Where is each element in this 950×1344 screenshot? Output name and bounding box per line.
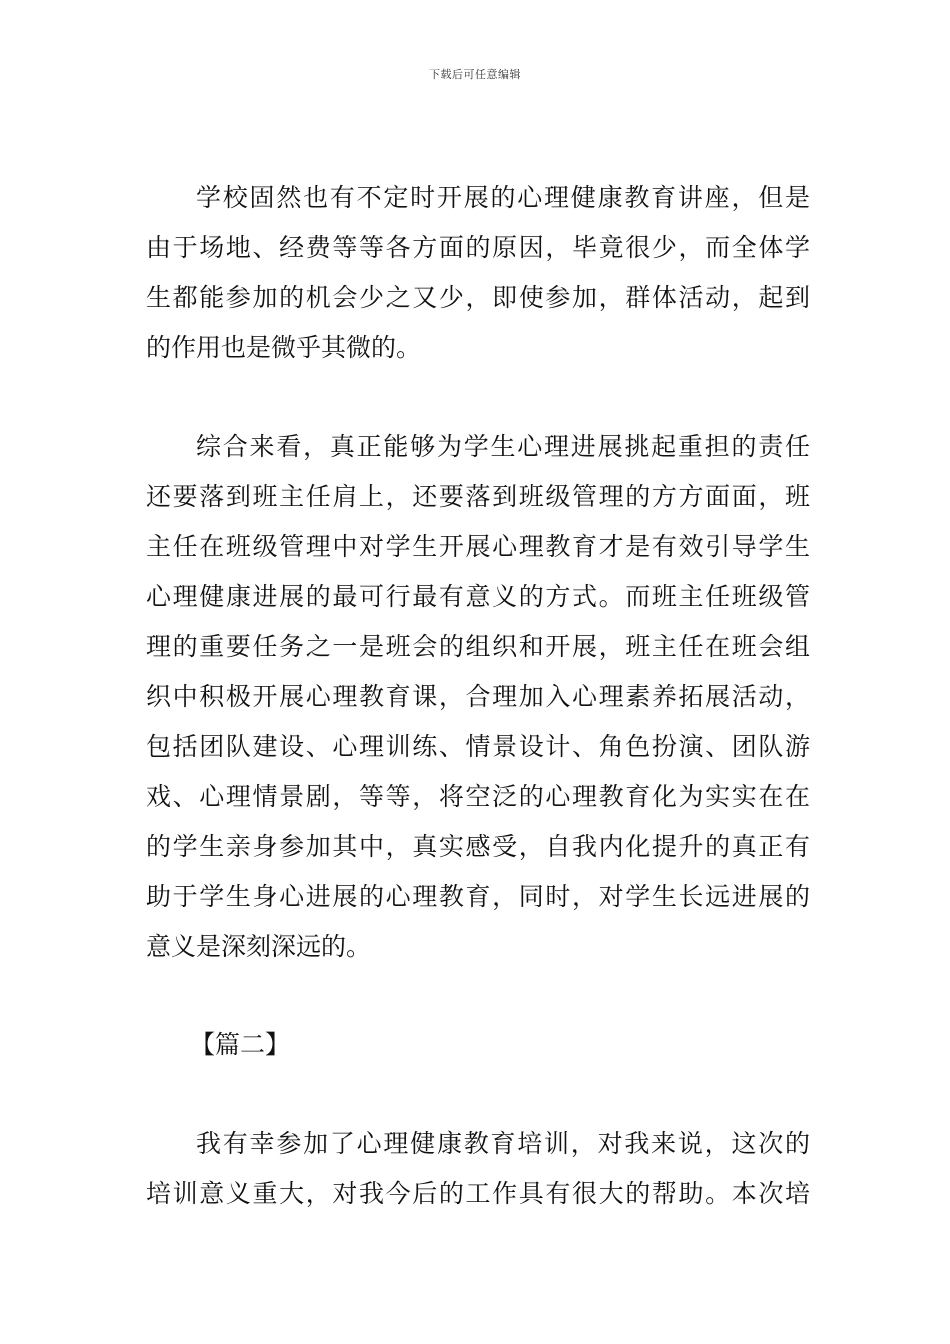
text-line: 包括团队建设、心理训练、情景设计、角色扮演、团队游 (146, 732, 810, 761)
text-line: 助于学生身心进展的心理教育，同时，对学生长远进展的 (146, 882, 810, 911)
text-line: 织中积极开展心理教育课，合理加入心理素养拓展活动， (146, 682, 810, 711)
text-line: 我有幸参加了心理健康教育培训，对我来说，这次的 (196, 1129, 810, 1158)
page-header: 下载后可任意编辑 (429, 68, 521, 81)
text-line: 的学生亲身参加其中，真实感受，自我内化提升的真正有 (146, 832, 810, 861)
text-line: 戏、心理情景剧，等等，将空泛的心理教育化为实实在在 (146, 782, 810, 811)
text-line: 还要落到班主任肩上，还要落到班级管理的方方面面，班 (146, 482, 810, 511)
text-line: 由于场地、经费等等各方面的原因，毕竟很少，而全体学 (146, 233, 810, 262)
text-line: 主任在班级管理中对学生开展心理教育才是有效引导学生 (146, 532, 810, 561)
text-line: 心理健康进展的最可行最有意义的方式。而班主任班级管 (146, 582, 810, 611)
text-line: 生都能参加的机会少之又少，即使参加，群体活动，起到 (146, 283, 810, 312)
text-line: 培训意义重大，对我今后的工作具有很大的帮助。本次培 (146, 1179, 810, 1208)
text-line: 学校固然也有不定时开展的心理健康教育讲座，但是 (196, 183, 810, 212)
text-line: 意义是深刻深远的。 (146, 932, 372, 961)
section-title: 【篇二】 (190, 1030, 291, 1059)
text-line: 综合来看，真正能够为学生心理进展挑起重担的责任 (196, 432, 810, 461)
text-line: 的作用也是微乎其微的。 (146, 333, 422, 362)
text-line: 理的重要任务之一是班会的组织和开展，班主任在班会组 (146, 632, 810, 661)
